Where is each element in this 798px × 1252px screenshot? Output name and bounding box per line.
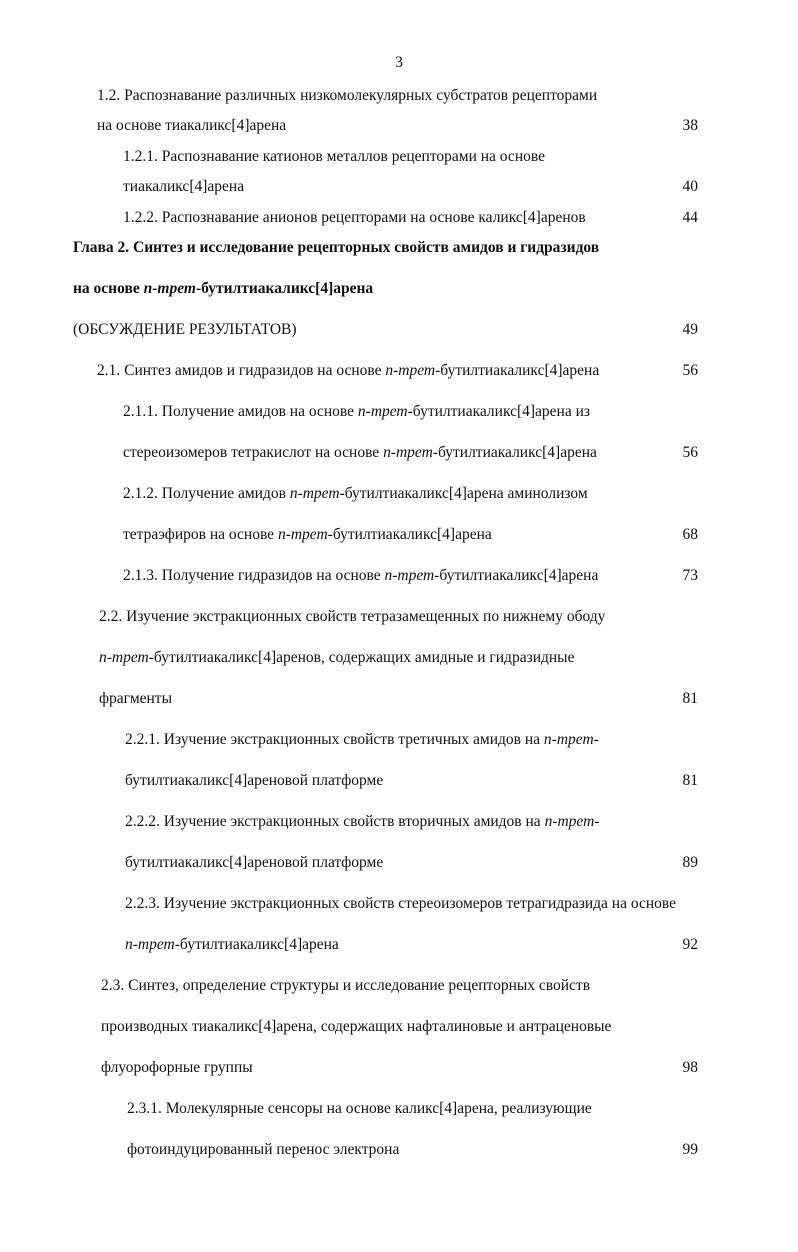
toc-entry-1-2-1-line2: тиакаликс[4]арена [123, 178, 245, 195]
toc-entry-2-3-line1: 2.3. Синтез, определение структуры и исследование рецепторных свойств [101, 977, 591, 994]
toc-entry-2-1-3-page: 73 [682, 567, 698, 584]
toc-entry-1-2-1-page: 40 [682, 178, 698, 195]
toc-entry-2-2-line3: фрагменты [99, 690, 172, 707]
toc-entry-2-2-line1: 2.2. Изучение экстракционных свойств тетразамещенных по нижнему ободу [99, 608, 606, 625]
toc-entry-2-2-3-line2: п-трет-бутилтиакаликс[4]арена [125, 936, 339, 953]
toc-entry-1-2-page: 38 [682, 117, 698, 134]
chapter-2-page: 49 [682, 321, 698, 338]
toc-entry-2-1-3-line1: 2.1.3. Получение гидразидов на основе п-трет-бутилтиакаликс[4]арена [123, 567, 599, 584]
toc-entry-1-2-2-line1: 1.2.2. Распознавание анионов рецепторами на основе каликс[4]аренов [123, 209, 586, 226]
toc-entry-2-1-2-line1: 2.1.2. Получение амидов п-трет-бутилтиакаликс[4]арена аминолизом [123, 485, 588, 502]
chapter-2-title-line2: на основе п-трет-бутилтиакаликс[4]арена [73, 280, 374, 297]
toc-entry-2-3-1-page: 99 [682, 1141, 698, 1158]
page-number: 3 [395, 54, 403, 71]
toc-entry-2-2-line2: п-трет-бутилтиакаликс[4]аренов, содержащих амидные и гидразидные [99, 649, 575, 666]
toc-entry-2-1-1-page: 56 [682, 444, 698, 461]
chapter-2-title-line3: (ОБСУЖДЕНИЕ РЕЗУЛЬТАТОВ) [73, 321, 297, 338]
toc-entry-2-2-2-line2: бутилтиакаликс[4]ареновой платформе [125, 854, 384, 871]
toc-entry-2-2-1-line2: бутилтиакаликс[4]ареновой платформе [125, 772, 384, 789]
toc-entry-2-1-1-line2: стереоизомеров тетракислот на основе п-трет-бутилтиакаликс[4]арена [123, 444, 597, 461]
chapter-2-title-line1: Глава 2. Синтез и исследование рецепторных свойств амидов и гидразидов [73, 239, 600, 256]
toc-entry-2-3-line3: флуорофорные группы [101, 1059, 253, 1076]
toc-entry-2-3-1-line1: 2.3.1. Молекулярные сенсоры на основе каликс[4]арена, реализующие [127, 1100, 592, 1117]
toc-entry-2-2-page: 81 [682, 690, 698, 707]
toc-entry-2-2-3-line1: 2.2.3. Изучение экстракционных свойств стереоизомеров тетрагидразида на основе [125, 895, 677, 912]
toc-entry-2-3-page: 98 [682, 1059, 698, 1076]
toc-entry-2-2-2-page: 89 [682, 854, 698, 871]
toc-entry-1-2-line1: 1.2. Распознавание различных низкомолекулярных субстратов рецепторами [97, 87, 598, 104]
toc-entry-1-2-1-line1: 1.2.1. Распознавание катионов металлов рецепторами на основе [123, 148, 545, 165]
toc-entry-2-3-line2: производных тиакаликс[4]арена, содержащих нафталиновые и антраценовые [101, 1018, 612, 1035]
toc-entry-2-1-1-line1: 2.1.1. Получение амидов на основе п-трет-бутилтиакаликс[4]арена из [123, 403, 591, 420]
toc-entry-2-2-1-line1: 2.2.1. Изучение экстракционных свойств третичных амидов на п-трет- [125, 731, 599, 748]
toc-entry-2-1-line1: 2.1. Синтез амидов и гидразидов на основе п-трет-бутилтиакаликс[4]арена [97, 362, 600, 379]
toc-entry-1-2-2-page: 44 [682, 209, 698, 226]
toc-entry-2-1-2-page: 68 [682, 526, 698, 543]
toc-entry-2-1-2-line2: тетраэфиров на основе п-трет-бутилтиакаликс[4]арена [123, 526, 492, 543]
toc-entry-2-2-2-line1: 2.2.2. Изучение экстракционных свойств вторичных амидов на п-трет- [125, 813, 600, 830]
toc-entry-2-2-3-page: 92 [682, 936, 698, 953]
toc-entry-2-2-1-page: 81 [682, 772, 698, 789]
toc-entry-1-2-line2: на основе тиакаликс[4]арена [97, 117, 287, 134]
toc-entry-2-3-1-line2: фотоиндуцированный перенос электрона [127, 1141, 400, 1158]
toc-entry-2-1-page: 56 [682, 362, 698, 379]
